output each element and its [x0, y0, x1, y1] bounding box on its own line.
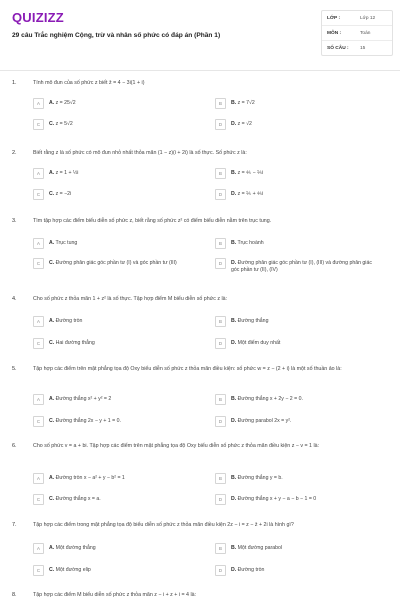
- option-letter-box: C: [33, 565, 44, 576]
- option-text: Đường thẳng x + y − a − b − 1 = 0: [237, 495, 317, 502]
- option-letter-box: C: [33, 338, 44, 349]
- class-row: [322, 11, 392, 26]
- question-number: 1.: [12, 80, 17, 86]
- question-count-row: [322, 41, 392, 55]
- option-a[interactable]: A A. Đường tròn x − a² + y − b² = 1: [33, 473, 203, 486]
- option-b[interactable]: B B. Đường thẳng: [215, 316, 385, 329]
- option-letter-box: A: [33, 98, 44, 109]
- option-letter-box: D: [215, 416, 226, 427]
- option-letter-box: B: [215, 394, 226, 405]
- option-c[interactable]: C C. Đường thẳng x = a.: [33, 494, 203, 507]
- option-text: Đường thẳng x + 2y − 2 = 0.: [237, 395, 303, 402]
- option-text: Đường thẳng y = b.: [237, 474, 283, 481]
- option-b[interactable]: B B. Trục hoành: [215, 238, 385, 251]
- option-letter-box: C: [33, 119, 44, 130]
- option-text: Một đường parabol: [237, 544, 283, 551]
- question-number: 4.: [12, 296, 17, 302]
- question-count-label: SỐ CÂU :: [327, 45, 349, 51]
- option-text: z = ⅖ + ⅘i: [237, 190, 264, 197]
- option-letter-box: B: [215, 473, 226, 484]
- option-b[interactable]: B B. Đường thẳng y = b.: [215, 473, 385, 486]
- option-letter-box: B: [215, 98, 226, 109]
- option-letter-box: B: [215, 168, 226, 179]
- option-letter-box: C: [33, 189, 44, 200]
- option-text: Một điểm duy nhất: [237, 339, 281, 346]
- option-letter-box: D: [215, 189, 226, 200]
- quiz-info-box: [321, 10, 393, 56]
- question-text: Biết rằng z là số phức có mô đun nhỏ nhất thỏa mãn (1 − z)(i + 2i) là số thực. Số phức z là:: [33, 150, 247, 156]
- question-count-value: 15: [360, 45, 366, 51]
- option-letter-box: C: [33, 258, 44, 269]
- option-c[interactable]: C C. Đường thẳng 2x − y + 1 = 0.: [33, 416, 203, 429]
- option-text: Đường parabol 2x = y².: [237, 417, 292, 424]
- option-letter-box: A: [33, 394, 44, 405]
- question-number: 8.: [12, 592, 17, 598]
- option-letter-box: A: [33, 238, 44, 249]
- option-letter-box: D: [215, 338, 226, 349]
- question-text: Cho số phức z thỏa mãn 1 + z² là số thực. Tập hợp điểm M biểu diễn số phức z là:: [33, 296, 228, 302]
- option-c[interactable]: C C. Một đường elip: [33, 565, 203, 578]
- subject-label: MÔN :: [327, 30, 342, 36]
- option-text: z = 25√2: [55, 99, 76, 106]
- subject-row: [322, 26, 392, 41]
- option-c[interactable]: C C. z = 5√2: [33, 119, 203, 132]
- option-letter-box: B: [215, 238, 226, 249]
- option-a[interactable]: A A. z = 1 + ½i: [33, 168, 203, 181]
- option-a[interactable]: A A. Đường thẳng x² + y² = 2: [33, 394, 203, 407]
- option-text: z = ⅘ − ⅖i: [237, 169, 264, 176]
- page-title: 29 câu Trắc nghiệm Cộng, trừ và nhân số phức có đáp án (Phần 1): [12, 32, 221, 39]
- question-number: 3.: [12, 218, 17, 224]
- option-text: Đường tròn x − a² + y − b² = 1: [55, 474, 125, 481]
- option-b[interactable]: B B. z = 7√2: [215, 98, 385, 111]
- option-text: Trục tung: [55, 239, 78, 246]
- option-letter-box: A: [33, 543, 44, 554]
- class-label: LỚP :: [327, 15, 341, 21]
- quizizz-logo: QUIZIZZ: [12, 10, 64, 25]
- question-number: 6.: [12, 443, 17, 449]
- header-divider: [0, 70, 400, 71]
- option-b[interactable]: B B. Một đường parabol: [215, 543, 385, 556]
- option-d[interactable]: D D. Đường parabol 2x = y².: [215, 416, 385, 429]
- option-d[interactable]: D D. Đường tròn: [215, 565, 385, 578]
- option-b[interactable]: B B. z = ⅘ − ⅖i: [215, 168, 385, 181]
- question-text: Cho số phức v = a + bi. Tập hợp các điểm trên mặt phẳng tọa độ Oxy biểu diễn số phức z thỏa mãn điều kiện z − v = 1 là:: [33, 443, 320, 449]
- option-c[interactable]: C C. Hai đường thẳng: [33, 338, 203, 351]
- option-d[interactable]: D D. z = ⅖ + ⅘i: [215, 189, 385, 202]
- option-text: z = 1 + ½i: [55, 169, 79, 176]
- option-c[interactable]: C C. z = −2i: [33, 189, 203, 202]
- option-text: Trục hoành: [237, 239, 264, 246]
- option-text: Đường thẳng x = a.: [55, 495, 101, 502]
- option-letter-box: A: [33, 473, 44, 484]
- option-letter-box: B: [215, 316, 226, 327]
- option-a[interactable]: A A. Trục tung: [33, 238, 203, 251]
- option-a[interactable]: A A. z = 25√2: [33, 98, 203, 111]
- option-c[interactable]: C C. Đường phân giác góc phần tư (I) và góc phần tư (III): [33, 258, 203, 279]
- option-letter-box: A: [33, 316, 44, 327]
- option-text: z = √2: [237, 120, 252, 127]
- option-d[interactable]: D D. Một điểm duy nhất: [215, 338, 385, 351]
- option-a[interactable]: A A. Đường tròn: [33, 316, 203, 329]
- option-letter-box: D: [215, 494, 226, 505]
- option-letter-box: C: [33, 494, 44, 505]
- option-text: Đường tròn: [55, 317, 83, 324]
- subject-value: Toán: [360, 30, 371, 36]
- option-letter-box: D: [215, 565, 226, 576]
- question-number: 5.: [12, 366, 17, 372]
- option-text: z = 5√2: [55, 120, 73, 127]
- option-text: Hai đường thẳng: [55, 339, 95, 346]
- option-text: Đường phân giác góc phần tư (I) và góc phần tư (III): [55, 259, 177, 266]
- question-text: Tập hợp các điểm trong mặt phẳng tọa độ biểu diễn số phức z thỏa mãn điều kiện 2z − i = z − z̄ + 2i là hình gì?: [33, 522, 294, 528]
- class-value: Lớp 12: [360, 15, 376, 21]
- option-letter-box: D: [215, 119, 226, 130]
- option-text: Đường phân giác góc phần tư (I), (III) và đường phân giác góc phần tư (II), (IV): [231, 259, 372, 273]
- option-a[interactable]: A A. Một đường thẳng: [33, 543, 203, 556]
- option-text: Đường thẳng: [237, 317, 269, 324]
- option-letter-box: B: [215, 543, 226, 554]
- question-text: Tập hợp các điểm trên mặt phẳng tọa độ Oxy biểu diễn số phức z thỏa mãn điều kiện: số phức w = z − (2 + i) là một số thuần ảo là:: [33, 366, 342, 372]
- option-text: z = −2i: [55, 190, 72, 197]
- option-d[interactable]: D D. z = √2: [215, 119, 385, 132]
- option-text: Đường tròn: [237, 566, 265, 573]
- option-text: Đường thẳng 2x − y + 1 = 0.: [55, 417, 121, 424]
- question-text: Tập hợp các điểm M biểu diễn số phức z thỏa mãn z − i + z + i = 4 là:: [33, 592, 197, 598]
- option-text: Một đường thẳng: [55, 544, 96, 551]
- option-text: Đường thẳng x² + y² = 2: [55, 395, 112, 402]
- option-letter-box: D: [215, 258, 226, 269]
- question-text: Tìm tập hợp các điểm biểu diễn số phức z, biết rằng số phức z² có điểm biểu diễn nằm trên trục tung.: [33, 218, 272, 224]
- question-number: 2.: [12, 150, 17, 156]
- option-text: Một đường elip: [55, 566, 91, 573]
- question-number: 7.: [12, 522, 17, 528]
- option-text: z = 7√2: [237, 99, 255, 106]
- option-b[interactable]: B B. Đường thẳng x + 2y − 2 = 0.: [215, 394, 385, 407]
- option-d[interactable]: D D. Đường phân giác góc phần tư (I), (III) và đường phân giác góc phần tư (II), (IV): [215, 258, 385, 279]
- option-letter-box: A: [33, 168, 44, 179]
- option-letter-box: C: [33, 416, 44, 427]
- question-text: Tính mô đun của số phức z biết z̄ = 4 − 3i(1 + i): [33, 80, 145, 86]
- option-d[interactable]: D D. Đường thẳng x + y − a − b − 1 = 0: [215, 494, 385, 507]
